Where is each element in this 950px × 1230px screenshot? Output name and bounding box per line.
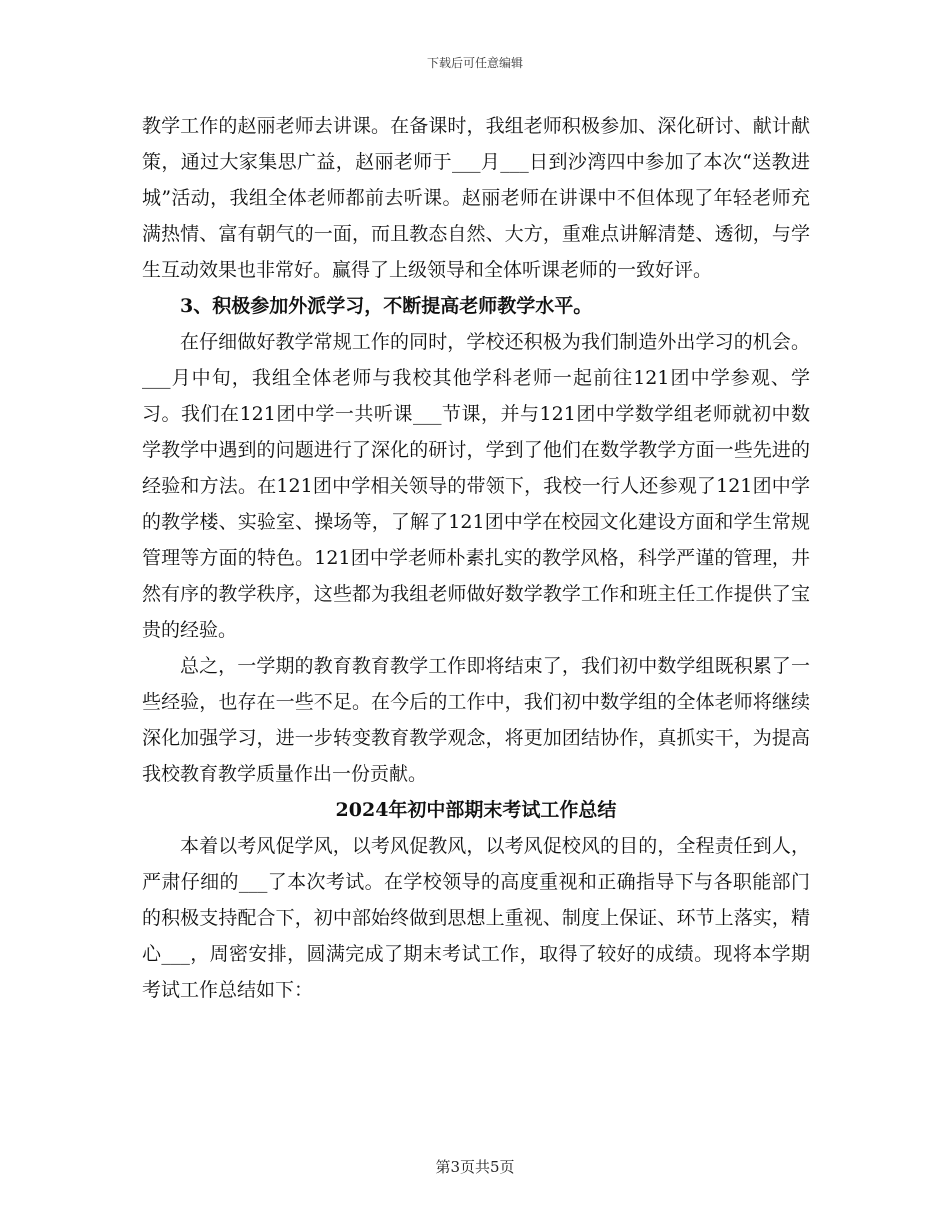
section-title: 2024年初中部期末考试工作总结 — [335, 799, 617, 821]
paragraph-exam-summary: 本着以考风促学风，以考风促教风，以考风促校风的目的，全程责任到人，严肃仔细的___了本次考试。在学校领导的高度重视和正确指导下与各职能部门的积极支持配合下，初中部始终做到思想上重视、制度上保证、环节上落实，精心___，周密安排，圆满完成了期末考试工作，取得了较好的成绩。现将本学期考试工作总结如下： — [142, 835, 810, 1001]
page-number-footer: 第3页共5页 — [435, 1158, 515, 1176]
subheading-external-study: 3、积极参加外派学习，不断提高老师教学水平。 — [180, 295, 593, 317]
page-header: 下载后可任意编辑 — [426, 56, 523, 70]
paragraph-continuation: 教学工作的赵丽老师去讲课。在备课时，我组老师积极参加、深化研讨、献计献策，通过大家集思广益，赵丽老师于___月___日到沙湾四中参加了本次“送教进城”活动，我组全体老师都前去听课。赵丽老师在讲课中不但体现了年轻老师充满热情、富有朝气的一面，而且教态自然、大方，重难点讲解清楚、透彻，与学生互动效果也非常好。赢得了上级领导和全体听课老师的一致好评。 — [142, 115, 810, 281]
paragraph-conclusion: 总之，一学期的教育教育教学工作即将结束了，我们初中数学组既积累了一些经验，也存在一些不足。在今后的工作中，我们初中数学组的全体老师将继续深化加强学习，进一步转变教育教学观念，将更加团结协作，真抓实干，为提高我校教育教学质量作出一份贡献。 — [142, 655, 810, 785]
document-body — [142, 108, 810, 1008]
paragraph-external-study: 在仔细做好教学常规工作的同时，学校还积极为我们制造外出学习的机会。___月中旬，我组全体老师与我校其他学科老师一起前往121团中学参观、学习。我们在121团中学一共听课___节课，并与121团中学数学组老师就初中数学教学中遇到的问题进行了深化的研讨，学到了他们在数学教学方面一些先进的经验和方法。在121团中学相关领导的带领下，我校一行人还参观了121团中学的教学楼、实验室、操场等，了解了121团中学在校园文化建设方面和学生常规管理等方面的特色。121团中学老师朴素扎实的教学风格，科学严谨的管理，井然有序的教学秩序，这些都为我组老师做好数学教学工作和班主任工作提供了宝贵的经验。 — [142, 331, 810, 641]
